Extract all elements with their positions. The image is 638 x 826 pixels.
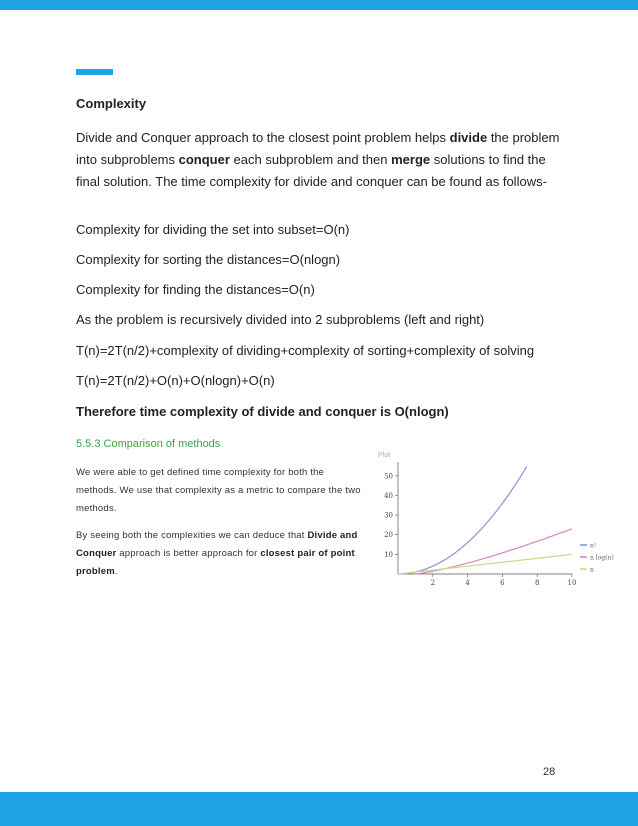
- plot-lines: [398, 467, 572, 575]
- deduction-text: By seeing both the complexities we can deduce that: [76, 530, 308, 541]
- deduction-bold: Divide and Conquer: [76, 530, 358, 559]
- intro-bold-divide: divide: [449, 130, 488, 145]
- intro-text: solutions to find the final solution. The time complexity for divide and conquer can be found as follows-: [76, 152, 547, 189]
- y-tick-label: 10: [384, 550, 393, 559]
- x-tick-label: 10: [567, 579, 577, 587]
- deduction-bold: closest pair of point problem: [76, 548, 355, 577]
- y-tick-label: 40: [384, 491, 393, 500]
- deduction-text: .: [114, 566, 118, 577]
- page-number: 28: [543, 766, 556, 778]
- plot-title: Plot: [378, 452, 391, 459]
- intro-bold-merge: merge: [391, 152, 431, 167]
- intro-text: the problem into subproblems: [76, 130, 560, 167]
- intro-text: each subproblem and then: [229, 152, 392, 167]
- intro-bold-conquer: conquer: [178, 152, 230, 167]
- legend-label: n²: [590, 542, 597, 550]
- x-tick-label: 2: [430, 579, 436, 587]
- series-line: [415, 529, 572, 574]
- top-banner: [0, 0, 638, 10]
- complexity-plot: [368, 446, 614, 592]
- legend-label: n: [590, 566, 594, 574]
- recurrence-line: T(n)=2T(n/2)+O(n)+O(nlogn)+O(n): [76, 373, 275, 388]
- deduction-text: approach is better approach for: [116, 548, 261, 559]
- page-heading: Complexity: [76, 96, 147, 111]
- series-line: [398, 554, 572, 574]
- recurrence-line: T(n)=2T(n/2)+complexity of dividing+complexity of sorting+complexity of solving: [76, 343, 535, 358]
- x-tick-label: 4: [465, 579, 470, 587]
- complexity-line: Complexity for finding the distances=O(n): [76, 282, 315, 297]
- x-tick-label: 8: [534, 579, 540, 587]
- y-tick-label: 50: [384, 472, 393, 481]
- plot-axes: [384, 462, 576, 587]
- section-title: 5.5.3 Comparison of methods: [76, 438, 221, 450]
- complexity-line: As the problem is recursively divided into 2 subproblems (left and right): [76, 312, 485, 327]
- y-tick-label: 30: [384, 511, 393, 520]
- heading-accent-bar: [76, 69, 113, 75]
- bottom-banner: [0, 792, 638, 826]
- deduction-paragraph: [76, 527, 366, 581]
- complexity-line: Complexity for dividing the set into subset=O(n): [76, 222, 350, 237]
- intro-paragraph: [76, 127, 568, 193]
- x-tick-label: 6: [500, 579, 505, 587]
- legend-label: n log(n): [590, 554, 614, 562]
- complexity-line: Complexity for sorting the distances=O(nlogn): [76, 252, 341, 267]
- intro-text: Divide and Conquer approach to the closest point problem helps: [76, 130, 450, 145]
- plot-legend: [580, 543, 614, 574]
- y-tick-label: 20: [384, 531, 393, 540]
- series-line: [398, 467, 527, 575]
- comparison-paragraph: We were able to get defined time complexity for both the methods. We use that complexity as a metric to compare the two methods.: [76, 467, 361, 514]
- conclusion-line: Therefore time complexity of divide and conquer is O(nlogn): [76, 404, 449, 419]
